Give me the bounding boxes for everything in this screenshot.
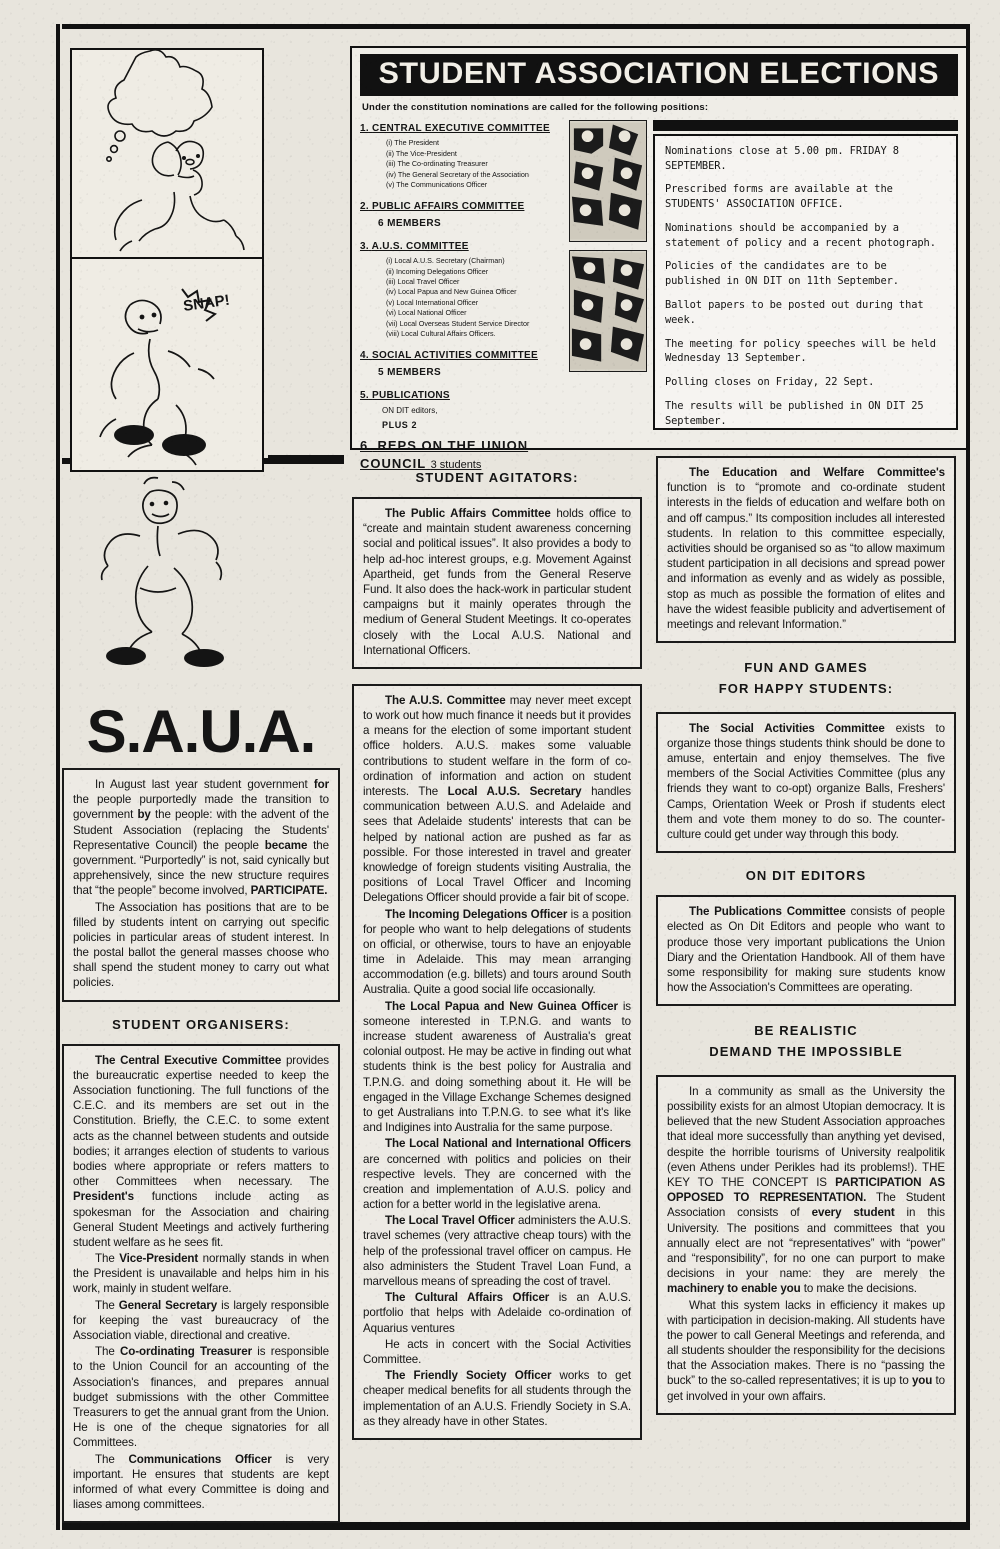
education-welfare-box bbox=[656, 456, 956, 643]
heading-student-organisers: STUDENT ORGANISERS: bbox=[112, 1016, 290, 1032]
candidate-photo-column bbox=[569, 120, 647, 473]
subitem: (iii) Local Travel Officer bbox=[386, 276, 460, 286]
subitem: (ii) Incoming Delegations Officer bbox=[386, 266, 489, 276]
position-title-1: CENTRAL EXECUTIVE COMMITTEE bbox=[372, 122, 550, 134]
social-activities-box bbox=[656, 712, 956, 854]
aus-committee-paragraph: The A.U.S. Committee may never meet except to work out how much finance it needs but it provides a means for the election of some important student office holders. A.U.S. makes some valuable contributions to student welfare in the form of co-ordination of information and action on student interests. The Local A.U.S. Secretary handles communication between A.U.S. and Adelaide and sees that Adelaide students' interests that can be helped by national action are pushed as far as possible. For those interested in travel and greater knowledge of foreign students visiting Australia, the positions of Local Travel Officer and Incoming Delegations Officer should provide a fair bit of scope. bbox=[363, 693, 631, 905]
position-1-subitems bbox=[386, 138, 565, 190]
elections-panel bbox=[350, 46, 968, 471]
heading-realistic-line-1: BE REALISTIC bbox=[754, 1023, 858, 1039]
subitem: (iv) The General Secretary of the Association bbox=[386, 169, 529, 179]
treasurer-paragraph: The Co-ordinating Treasurer is responsible to the Union Council for an accounting of the Association's finances, and prepares annual budget submissions with the other Committee Treasurers to get the annual grant from the Union. He is one of the cheque signatories for all Committees. bbox=[73, 1345, 329, 1450]
position-heading-5 bbox=[360, 389, 565, 403]
notice-line: Polling closes on Friday, 22 Sept. bbox=[665, 376, 875, 389]
notice-line: The meeting for policy speeches will be held Wednesday 13 September. bbox=[665, 337, 936, 365]
cartoon-strip bbox=[70, 48, 264, 472]
incoming-delegations-paragraph: The Incoming Delegations Officer is a position for people who want to help delegations of students on official, or otherwise, tours to have an enjoyable time in Adelaide. This may mean arranging accommodation (e.g. billets) and tours around South Australia. Quite a good social life occasionally. bbox=[363, 907, 632, 997]
position-5-line-b: PLUS 2 bbox=[382, 419, 418, 430]
closing-manifesto-box bbox=[656, 1075, 956, 1415]
position-heading-4 bbox=[360, 349, 565, 363]
elections-intro: Under the constitution nominations are called for the following positions: bbox=[362, 102, 709, 113]
subitem: (v) Local International Officer bbox=[386, 297, 479, 307]
heading-fun-and-games bbox=[656, 658, 956, 700]
subitem: (iii) The Co-ordinating Treasurer bbox=[386, 159, 488, 169]
subitem: (i) The President bbox=[386, 138, 439, 148]
subitem: (v) The Communications Officer bbox=[386, 180, 488, 190]
position-heading-2 bbox=[360, 200, 565, 214]
middle-column bbox=[352, 470, 642, 1455]
elections-banner bbox=[360, 54, 958, 96]
position-3-subitems bbox=[386, 256, 565, 340]
notice-line: Nominations close at 5.00 pm. FRIDAY 8 SEPTEMBER. bbox=[665, 144, 899, 172]
manifesto-paragraph-1: In a community as small as the University the possibility exists for an almost Utopian democracy. It is believed that the new Student Association approaches that ideal more successfully than anything yet devised, despite the horrible tourisms of University realpolitik (even Athens under Perikles had its problems!). THE KEY TO THE CONCEPT IS PARTICIPATION AS OPPOSED TO REPRESENTATION. The Student Association consists of every student in this University. The positions and committees that you annually elect are not “representatives” with “power” and “responsibility”, for no one can purport to make decisions in your name: they are merely the machinery to enable you to make the decisions. bbox=[667, 1084, 946, 1296]
education-welfare-paragraph: The Education and Welfare Committee's function is to “promote and co-ordinate student interests in the fields of education and welfare both on and off campus.” Its composition includes all interested students. In relation to this committee especially, activities should be organised so as “to allow maximum student participation in all decisions and spread power and information as evenly and as widely as possible, stop as much as possible the formation of elites and have the widest feasible publicity and advertisement of meetings and relevant Information.” bbox=[667, 466, 945, 631]
position-6-trailer: 3 students bbox=[430, 458, 482, 471]
left-edge-rule bbox=[56, 24, 60, 1530]
position-5-line-a: ON DIT editors, bbox=[382, 406, 438, 416]
communications-officer-paragraph: The Communications Officer is very important. He ensures that students are kept informed of what every Committee is doing and liases among committees. bbox=[73, 1452, 330, 1512]
aus-committee-box bbox=[352, 684, 642, 1440]
png-officer-paragraph: The Local Papua and New Guinea Officer is someone interested in T.P.N.G. and wants to increase student awareness of Australia's great colonial outpost. He may be active in finding out what students think is the best policy for Australia and T.P.N.G. and doing something about it. He will be engaged in the Village Exchange Schemes designed to get Australians into T.P.N.G. to see what it's like and Indigines into Australia for the same purpose. bbox=[363, 999, 631, 1135]
nomination-notice-box bbox=[653, 134, 958, 430]
cartoon-panel-1 bbox=[72, 50, 262, 259]
cartoon-panel-2 bbox=[72, 259, 262, 467]
position-number-1: 1. bbox=[360, 122, 369, 134]
position-heading-1 bbox=[360, 122, 565, 136]
saua-intro-box bbox=[62, 768, 340, 1002]
thought-bubble-cartoon bbox=[72, 50, 262, 257]
photo-collage-bottom bbox=[569, 250, 647, 372]
top-rule bbox=[62, 24, 968, 29]
positions-list bbox=[360, 118, 565, 473]
position-number-5: 5. bbox=[360, 389, 369, 401]
cultural-affairs-paragraph: The Cultural Affairs Officer is an A.U.S. portfolio that helps with Adelaide co-ordination of Aquarius ventures bbox=[363, 1291, 631, 1335]
position-title-2: PUBLIC AFFAIRS COMMITTEE bbox=[372, 200, 525, 212]
travel-officer-paragraph: The Local Travel Officer administers the A.U.S. travel schemes (very attractive cheap tours) with the help of the professional travel officer on campus. He also administers the Student Travel Loan Fund, a marvellous means of spreading the cost of travel. bbox=[363, 1214, 632, 1288]
vice-president-paragraph: The Vice-President normally stands in when the President is unavailable and helps him in his work, mainly in student welfare. bbox=[73, 1252, 329, 1296]
position-heading-6 bbox=[360, 437, 565, 472]
position-heading-3 bbox=[360, 240, 565, 254]
notice-line: The results will be published in ON DIT 25 September. bbox=[665, 399, 924, 427]
heading-student-agitators: STUDENT AGITATORS: bbox=[415, 470, 579, 485]
subitem: (ii) The Vice-President bbox=[386, 148, 457, 158]
notice-top-bar bbox=[653, 120, 958, 131]
heading-fun-line-1: FUN AND GAMES bbox=[744, 660, 868, 676]
heading-be-realistic bbox=[656, 1021, 956, 1063]
cultural-affairs-paragraph-2: He acts in concert with the Social Activities Committee. bbox=[363, 1337, 631, 1366]
public-affairs-box bbox=[352, 497, 642, 669]
position-title-3: A.U.S. COMMITTEE bbox=[371, 240, 469, 252]
snap-sound-label: SNAP! bbox=[182, 291, 231, 315]
notice-line: Ballot papers to be posted out during that week. bbox=[665, 299, 924, 326]
social-activities-paragraph: The Social Activities Committee exists to organize those things students think should be done to amuse, entertain and enjoy themselves. The five members of the Social Activities Committee (plus any friends they want to co-opt) organize Balls, Freshers' Camps, Orientation Week or Prosh if students elect them and vote them money to do so. The counter-culture could get under way through this body. bbox=[667, 721, 946, 841]
heading-on-dit-editors: ON DIT EDITORS bbox=[745, 868, 867, 884]
notice-line: Prescribed forms are available at the STUDENTS' ASSOCIATION OFFICE. bbox=[665, 183, 893, 211]
position-number-4: 4. bbox=[360, 349, 369, 361]
notice-column bbox=[653, 118, 958, 473]
saua-intro-paragraph-2: The Association has positions that are to be filled by students intent on carrying out specific policies in particular areas of student interest. In the postal ballot the general masses choose who shall spend the student money to carry out what policies. bbox=[73, 900, 329, 990]
saua-intro-paragraph-1: In August last year student government for the people purportedly made the transition to government by the people: with the advent of the Student Association (replacing the Students' Representative Council) the people became the government. “Purportedly” is not, said cynically but apprehensively, since the new structure requires that “the people” become involved, PARTICIPATE. bbox=[73, 778, 329, 898]
cec-paragraph: The Central Executive Committee provides the bureaucratic expertise needed to keep the Association functioning. The full functions of the C.E.C. and its members are set out in the Constitution. Briefly, the C.E.C. to some extent acts as the channel between students and outside bodies; it arranges election of students to various bodies where appropriate or refers matters to other Committees when necessary. The President's functions include acting as spokesman for the Association and chairing General Student Meetings and actively furthering student welfare as he sees fit. bbox=[73, 1053, 329, 1249]
snap-cartoon bbox=[72, 259, 262, 467]
photo-collage-top bbox=[569, 120, 647, 242]
middle-rule-block bbox=[268, 455, 344, 464]
saua-masthead: S.A.U.A. bbox=[86, 698, 316, 765]
subitem: (i) Local A.U.S. Secretary (Chairman) bbox=[386, 256, 505, 266]
publications-box bbox=[656, 895, 956, 1006]
general-secretary-paragraph: The General Secretary is largely responsible for keeping the vast bureaucracy of the Association viable, directional and creative. bbox=[73, 1298, 329, 1342]
notice-line: Nominations should be accompanied by a statement of policy and a recent photograph. bbox=[665, 221, 936, 249]
heading-fun-line-2: FOR HAPPY STUDENTS: bbox=[718, 680, 894, 696]
position-number-3: 3. bbox=[360, 240, 369, 252]
student-organisers-box bbox=[62, 1044, 340, 1524]
right-column bbox=[656, 456, 956, 1430]
subitem: (vi) Local National Officer bbox=[386, 308, 467, 318]
manifesto-paragraph-2: What this system lacks in efficiency it makes up with participation in decision-making. All students have the power to call General Meetings and referenda, and all students shoulder the responsibility for the decisions that the Association makes. There is no “passing the buck” to the so-called representatives; it is up to you to get involved in your own affairs. bbox=[667, 1298, 945, 1403]
subitem: (vii) Local Overseas Student Service Director bbox=[386, 318, 530, 328]
publications-paragraph: The Publications Committee consists of people elected as On Dit Editors and people who want to produce those very important publications the Union Diary and the Orientation Handbook. All of them have some responsibility for making sure students know how the Association's Committees are operating. bbox=[667, 905, 945, 995]
notice-line: Policies of the candidates are to be published in ON DIT on 11th September. bbox=[665, 260, 899, 288]
position-title-4: SOCIAL ACTIVITIES COMMITTEE bbox=[372, 349, 538, 361]
national-international-paragraph: The Local National and International Officers are concerned with politics and policies on their respective levels. They are concerned with the creation and implementation of A.U.S. policy and action for a better world in the legislative arena. bbox=[363, 1137, 631, 1212]
public-affairs-paragraph: The Public Affairs Committee holds office to “create and maintain student awareness concerning social and political issues”. It also provides a body to help ad-hoc interest groups, e.g. Movement Against Apartheid, get funds from the General Reserve Fund. It also does the hack-work in particular student campaigns but it mainly operates through the medium of General Student Meetings. It co-operates closely with the Local A.U.S. National and International Officers. bbox=[363, 507, 632, 657]
position-2-count: 6 MEMBERS bbox=[378, 218, 442, 230]
friendly-society-paragraph: The Friendly Society Officer works to get cheaper medical benefits for all students through the implementation of an A.U.S. Friendly Society in S.A. as they already have in other States. bbox=[363, 1369, 631, 1428]
subitem: (iv) Local Papua and New Guinea Officer bbox=[386, 287, 517, 297]
position-number-2: 2. bbox=[360, 200, 369, 212]
elections-banner-text: STUDENT ASSOCIATION ELECTIONS bbox=[378, 57, 940, 90]
subitem: (viii) Local Cultural Affairs Officers. bbox=[386, 329, 496, 339]
position-title-6: REPS ON THE UNION COUNCIL bbox=[360, 438, 529, 471]
heading-realistic-line-2: DEMAND THE IMPOSSIBLE bbox=[709, 1044, 903, 1060]
left-column bbox=[62, 470, 340, 1538]
position-title-5: PUBLICATIONS bbox=[372, 389, 450, 401]
position-4-count: 5 MEMBERS bbox=[378, 367, 442, 379]
position-number-6: 6. bbox=[360, 438, 373, 453]
